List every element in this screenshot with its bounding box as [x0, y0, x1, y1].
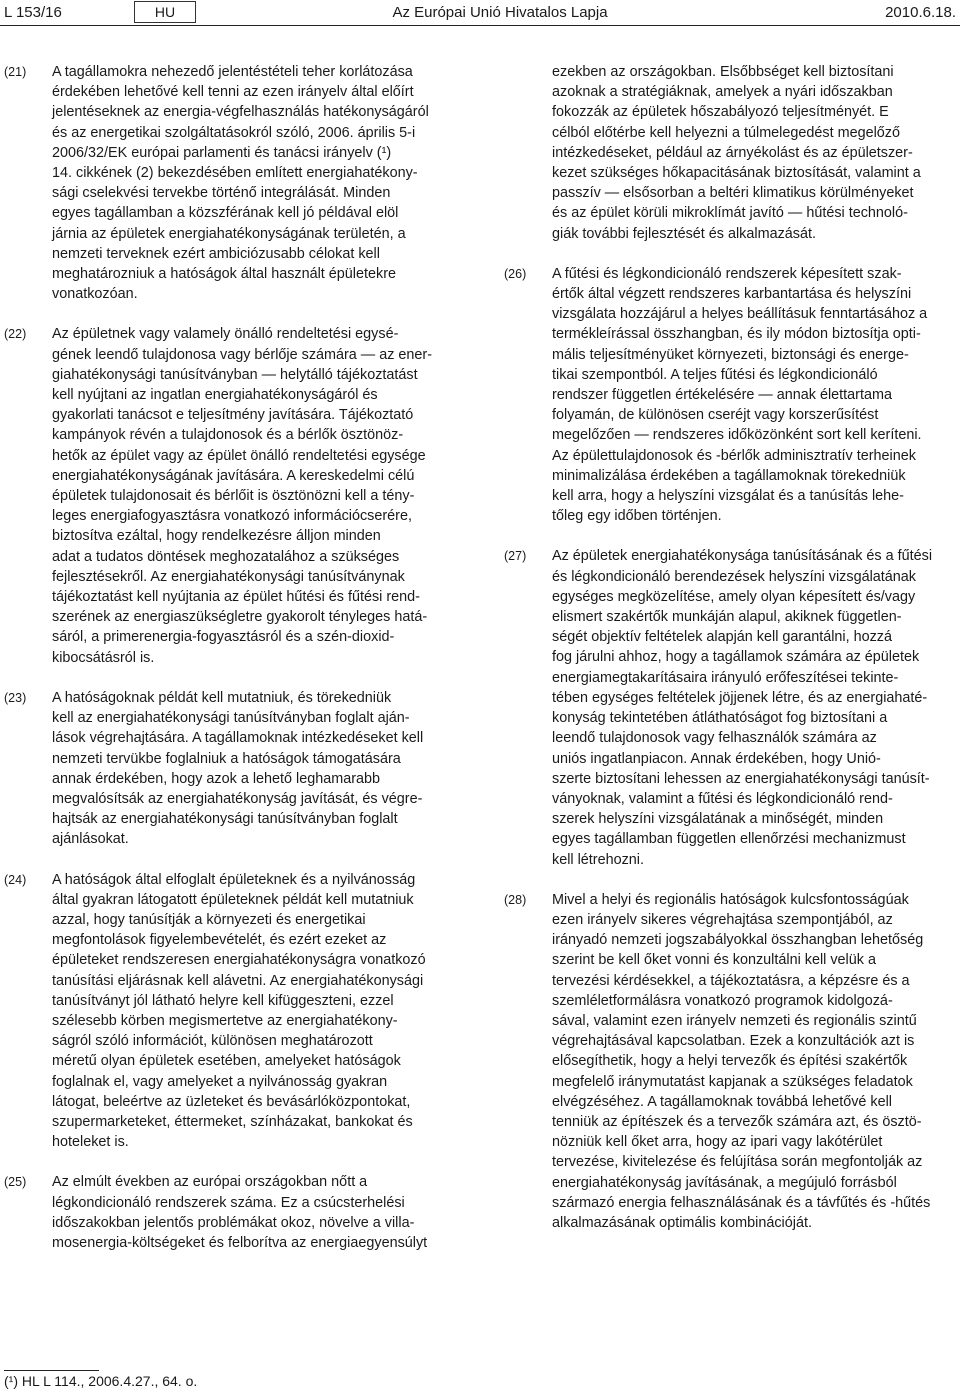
recital-number: (28) — [504, 892, 527, 907]
footnote-rule — [4, 1370, 99, 1371]
recital-text: A hatóságoknak példát kell mutatniuk, és törekedniük kell az energiahatékonysági tanúsítványban foglalt aján- lások végrehajtására. A tagállamoknak intézkedéseket kell nemzeti tervükbe foglalniuk a hatóságok támogatására annak érdekében, hogy azok a lehető leghamarabb megvalósítsák az energiahatékonyság javítását, és végre- hajtsák az energiahatékonysági tanúsítványban foglalt ajánlásokat. — [52, 689, 424, 848]
page-reference: L 153/16 — [4, 4, 62, 21]
recital-25 — [4, 1172, 464, 1253]
right-column — [504, 62, 960, 1233]
recital-22 — [4, 324, 464, 667]
recital-number: (27) — [504, 549, 527, 564]
recital-text: Mivel a helyi és regionális hatóságok kulcsfontosságúak ezen irányelv sikeres végrehajtása szempontjából, az irányadó nemzeti jogszabályokkal összhangban lehetőség szerint be kell őket vonni és konzultálni kell velük a tervezési kérdésekkel, a tájékoztatásra, a képzésre és a szemléletformálásra vonatkozó programok kidolgozá- sával, valamint ezen irányelv nemzeti és regionális szintű végrehajtásával kapcsolatban. Ezek a konzultációk azt is elősegíthetik, hogy a helyi tervezők és építési szakértők megfelelő iránymutatást kapjanak a szükséges feladatok elvégzéséhez. A tagállamoknak továbbá lehetővé kell tenniük az építészek és a tervezők számára azt, és ösztö- nözniük kell őket arra, hogy az ipari vagy lakótérület tervezése, kivitelezése és felújítása során megfontolják az energiahatékonyság javításának, a megújuló forrásból származó energia felhasználásának és a távfűtés és -hűtés alkalmazásának optimális kombinációját. — [552, 891, 931, 1231]
language-badge: HU — [134, 1, 196, 23]
recital-21 — [4, 62, 464, 304]
recital-23 — [4, 688, 464, 850]
page-header — [0, 0, 960, 30]
recital-25-continued — [504, 62, 960, 244]
left-column — [4, 62, 464, 1253]
recital-text: A hatóságok által elfoglalt épületeknek és a nyilvánosság által gyakran látogatott épületeknek példát kell mutatniuk azzal, hogy tanúsítják a környezeti és energetikai megfontolások figyelembevételét, és ezért ezeket az épületeket rendszeresen energiahatékonyságra vonatkozó tanúsítási eljárásnak kell alávetni. Az energiahatékonysági tanúsítványt jól látható helyre kell kifüggeszteni, ezzel szélesebb körben megismertetve az energiahatékony- ságról szóló információt, különösen meghatározott méretű olyan épületek esetében, amelyeket hatóságok foglalnak el, vagy amelyeket a nyilvánosság gyakran látogat, beleértve az üzleteket és bevásárlóközpontokat, szupermarketeket, éttermeket, színházakat, bankokat és hoteleket is. — [52, 871, 426, 1151]
recital-text: A fűtési és légkondicionáló rendszerek képesített szak- értők által végzett rendszeres karbantartása és helyszíni vizsgálata hozzájárul a helyes beállításuk fenntartásához a termékleírással összhangban, és ily módon biztosítja opti- mális teljesítményüket környezeti, biztonsági és energe- tikai szempontból. A teljes fűtési és légkondicionáló rendszer független értékelésére — annak élettartama folyamán, de különösen cseréjt vagy korszerűsítést megelőzően — rendszeres időközönként sort kell keríteni. Az épülettulajdonosok és -bérlők adminisztratív terheinek minimalizálása érdekében a tagállamoknak törekedniük kell arra, hogy a helyszíni vizsgálat és a tanúsítás lehe- tőleg egy időben történjen. — [552, 265, 928, 525]
recital-number: (23) — [4, 690, 27, 705]
footnote: (¹) HL L 114., 2006.4.27., 64. o. — [4, 1373, 198, 1389]
recital-number: (22) — [4, 327, 27, 342]
recital-number: (21) — [4, 65, 27, 79]
recital-text: ezekben az országokban. Elsőbbséget kell biztosítani azoknak a stratégiáknak, amelyek a nyári időszakban fokozzák az épületek hőszabályozó teljesítményét. E célból előtérbe kell helyezni a túlmelegedést megelőző intézkedéseket, például az árnyékolást és az épületszer- kezet szükséges hőkapacitásának biztosítását, valamint a passzív — elsősorban a beltéri klimatikus körülményeket és az épület körüli mikroklímát javító — hűtési technoló- giák további fejlesztését és alkalmazását. — [552, 64, 921, 242]
recital-number: (25) — [4, 1175, 27, 1190]
recital-26 — [504, 264, 960, 527]
recital-number: (26) — [504, 266, 527, 281]
recital-text: Az épületnek vagy valamely önálló rendeltetési egysé- gének leendő tulajdonosa vagy bérlője számára — az ener- giahatékonysági tanúsítványban — helytálló tájékoztatást kell nyújtani az ingatlan energiahatékonyságáról és gyakorlati tanácsot e teljesítmény javítására. Tájékoztató kampányok révén a tulajdonosok és a bérlők ösztönöz- hetők az épület vagy az épület önálló rendeltetési egysége energiahatékonyságának javítására. A kereskedelmi célú épületek tulajdonosait és bérlőit is ösztönözni kell a tény- leges energiafogyasztásra vonatkozó információcserére, biztosítva ezáltal, hogy rendelkezésre álljon minden adat a tudatos döntések meghozatalához a szükséges fejlesztésekről. Az energiahatékonysági tanúsítványnak tájékoztatást kell nyújtania az épület hűtési és fűtési rend- szerének az energiaszükségletre gyakorolt tényleges hatá- sáról, a primerenergia-fogyasztásról és a szén-dioxid- kibocsátásról is. — [52, 326, 432, 666]
recital-27 — [504, 546, 960, 869]
recital-text: Az épületek energiahatékonysága tanúsításának és a fűtési és légkondicionáló berendezések helyszíni vizsgálatának egységes megközelítése, amely olyan képesített és/vagy elismert szakértők munkáján alapul, akiknek független- ségét objektív feltételek alapján kell garantálni, hozzá fog járulni ahhoz, hogy a tagállamok számára az épületek energiamegtakarításaira irányuló erőfeszítései tekinte- tében egységes feltételek jöjjenek létre, és az energiahaté- konyság tekintetében átláthatóságot fog biztosítani a leendő tulajdonosok vagy felhasználók számára az uniós ingatlanpiacon. Annak érdekében, hogy Unió- szerte biztosítani lehessen az energiahatékonysági tanúsít- ványoknak, valamint a fűtési és légkondicionáló rend- szerek helyszíni vizsgálatának a minőségét, minden egyes tagállamban független ellenőrzési mechanizmust kell létrehozni. — [552, 548, 933, 868]
header-rule — [0, 25, 960, 26]
journal-title: Az Európai Unió Hivatalos Lapja — [392, 4, 608, 21]
recital-28 — [504, 890, 960, 1233]
recital-24 — [4, 870, 464, 1153]
publication-date: 2010.6.18. — [885, 4, 956, 21]
recital-number: (24) — [4, 872, 27, 887]
recital-text: A tagállamokra nehezedő jelentéstételi teher korlátozása érdekében lehetővé kell tenni az ezen irányelv által előírt jelentéseknek az energia-végfelhasználás hatékonyságáról és az energetikai szolgáltatásokról szóló, 2006. április 5-i 2006/32/EK európai parlamenti és tanácsi irányelv (¹) 14. cikkének (2) bekezdésében említett energiahatékony- sági cselekvési tervekbe történő integrálását. Minden egyes tagállamban a közszférának kell jó példával elöl járnia az épületek energiahatékonyságának területén, a nemzeti terveknek ezért ambiciózusabb célokat kell meghatározniuk a hatóságok által használt épületekre vonatkozóan. — [52, 64, 429, 303]
recital-text: Az elmúlt években az európai országokban nőtt a légkondicionáló rendszerek száma. Ez a csúcsterhelési időszakokban jelentős problémákat okoz, növelve a villa- mosenergia-költségeket és felborítva az energiaegyensúlyt — [52, 1174, 428, 1251]
